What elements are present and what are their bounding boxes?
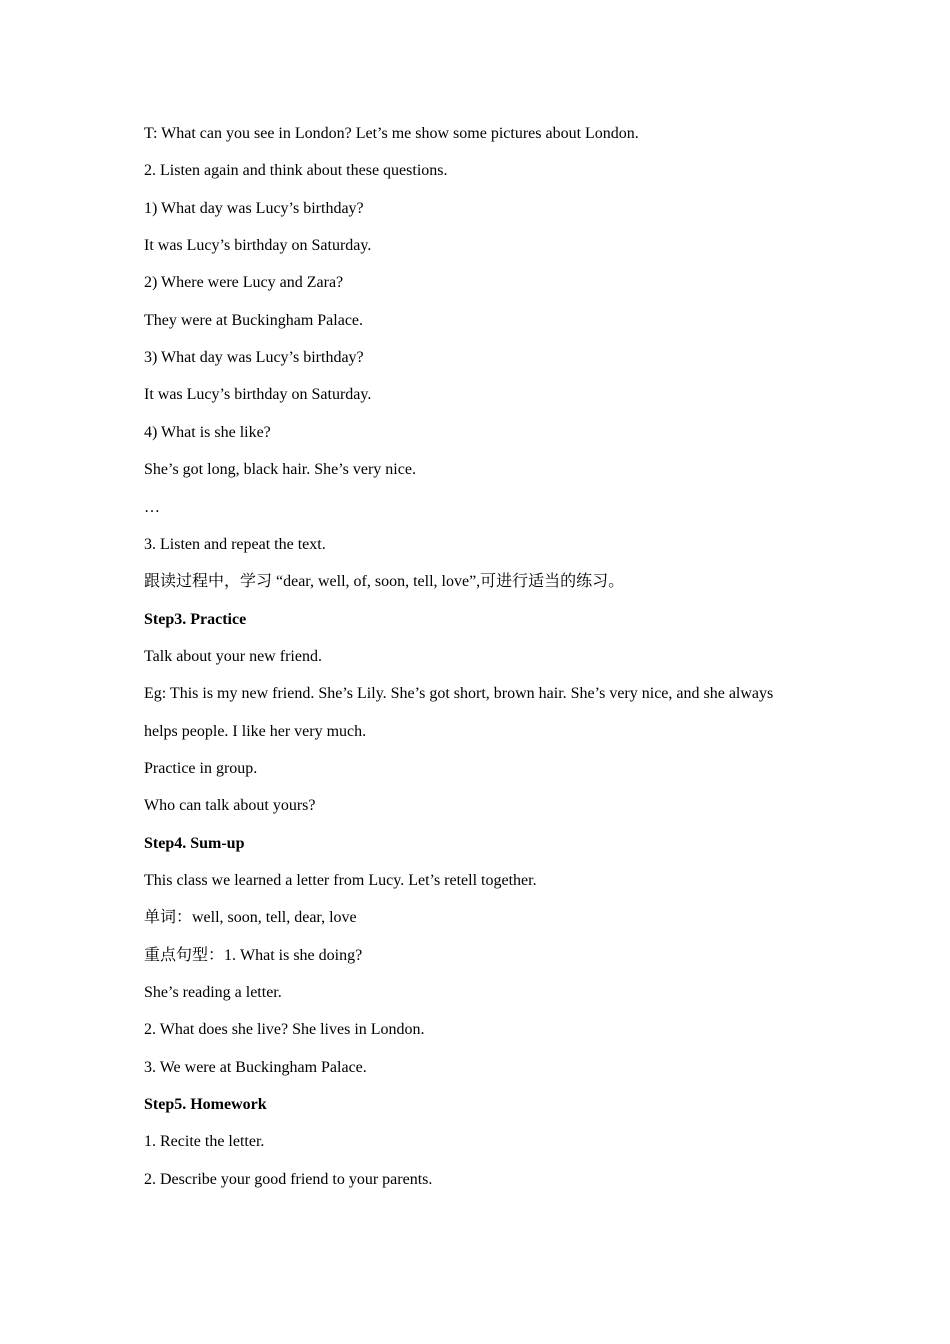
text-line: 2. Listen again and think about these questions. [144,162,448,179]
section-heading: Step4. Sum-up [144,835,245,852]
text-line: … [144,499,160,516]
text-line: They were at Buckingham Palace. [144,312,364,329]
text-line: 4) What is she like? [144,424,271,441]
text-line: 重点句型：1. What is she doing? [144,947,363,964]
text-line: It was Lucy’s birthday on Saturday. [144,386,372,403]
text-line: She’s reading a letter. [144,984,282,1001]
text-line: 单词：well, soon, tell, dear, love [144,909,357,926]
text-line: Eg: This is my new friend. She’s Lily. She’s got short, brown hair. She’s very nice, and she always [144,685,774,702]
text-line: 1. Recite the letter. [144,1133,265,1150]
section-heading: Step5. Homework [144,1096,267,1113]
text-line: Talk about your new friend. [144,648,322,665]
text-line: 跟读过程中，学习 “dear, well, of, soon, tell, love”,可进行适当的练习。 [144,573,625,590]
section-heading: Step3. Practice [144,611,247,628]
text-line: Who can talk about yours? [144,797,316,814]
text-line: Practice in group. [144,760,258,777]
text-line: 2. Describe your good friend to your parents. [144,1171,433,1188]
text-line: 2) Where were Lucy and Zara? [144,274,344,291]
text-line: 3. Listen and repeat the text. [144,536,326,553]
text-line: 1) What day was Lucy’s birthday? [144,200,364,217]
text-line: helps people. I like her very much. [144,723,367,740]
text-line: It was Lucy’s birthday on Saturday. [144,237,372,254]
text-line: 3. We were at Buckingham Palace. [144,1059,367,1076]
text-line: 3) What day was Lucy’s birthday? [144,349,364,366]
text-line: This class we learned a letter from Lucy. Let’s retell together. [144,872,537,889]
text-line: 2. What does she live? She lives in London. [144,1021,425,1038]
text-line: She’s got long, black hair. She’s very nice. [144,461,416,478]
text-line: T: What can you see in London? Let’s me show some pictures about London. [144,125,639,142]
